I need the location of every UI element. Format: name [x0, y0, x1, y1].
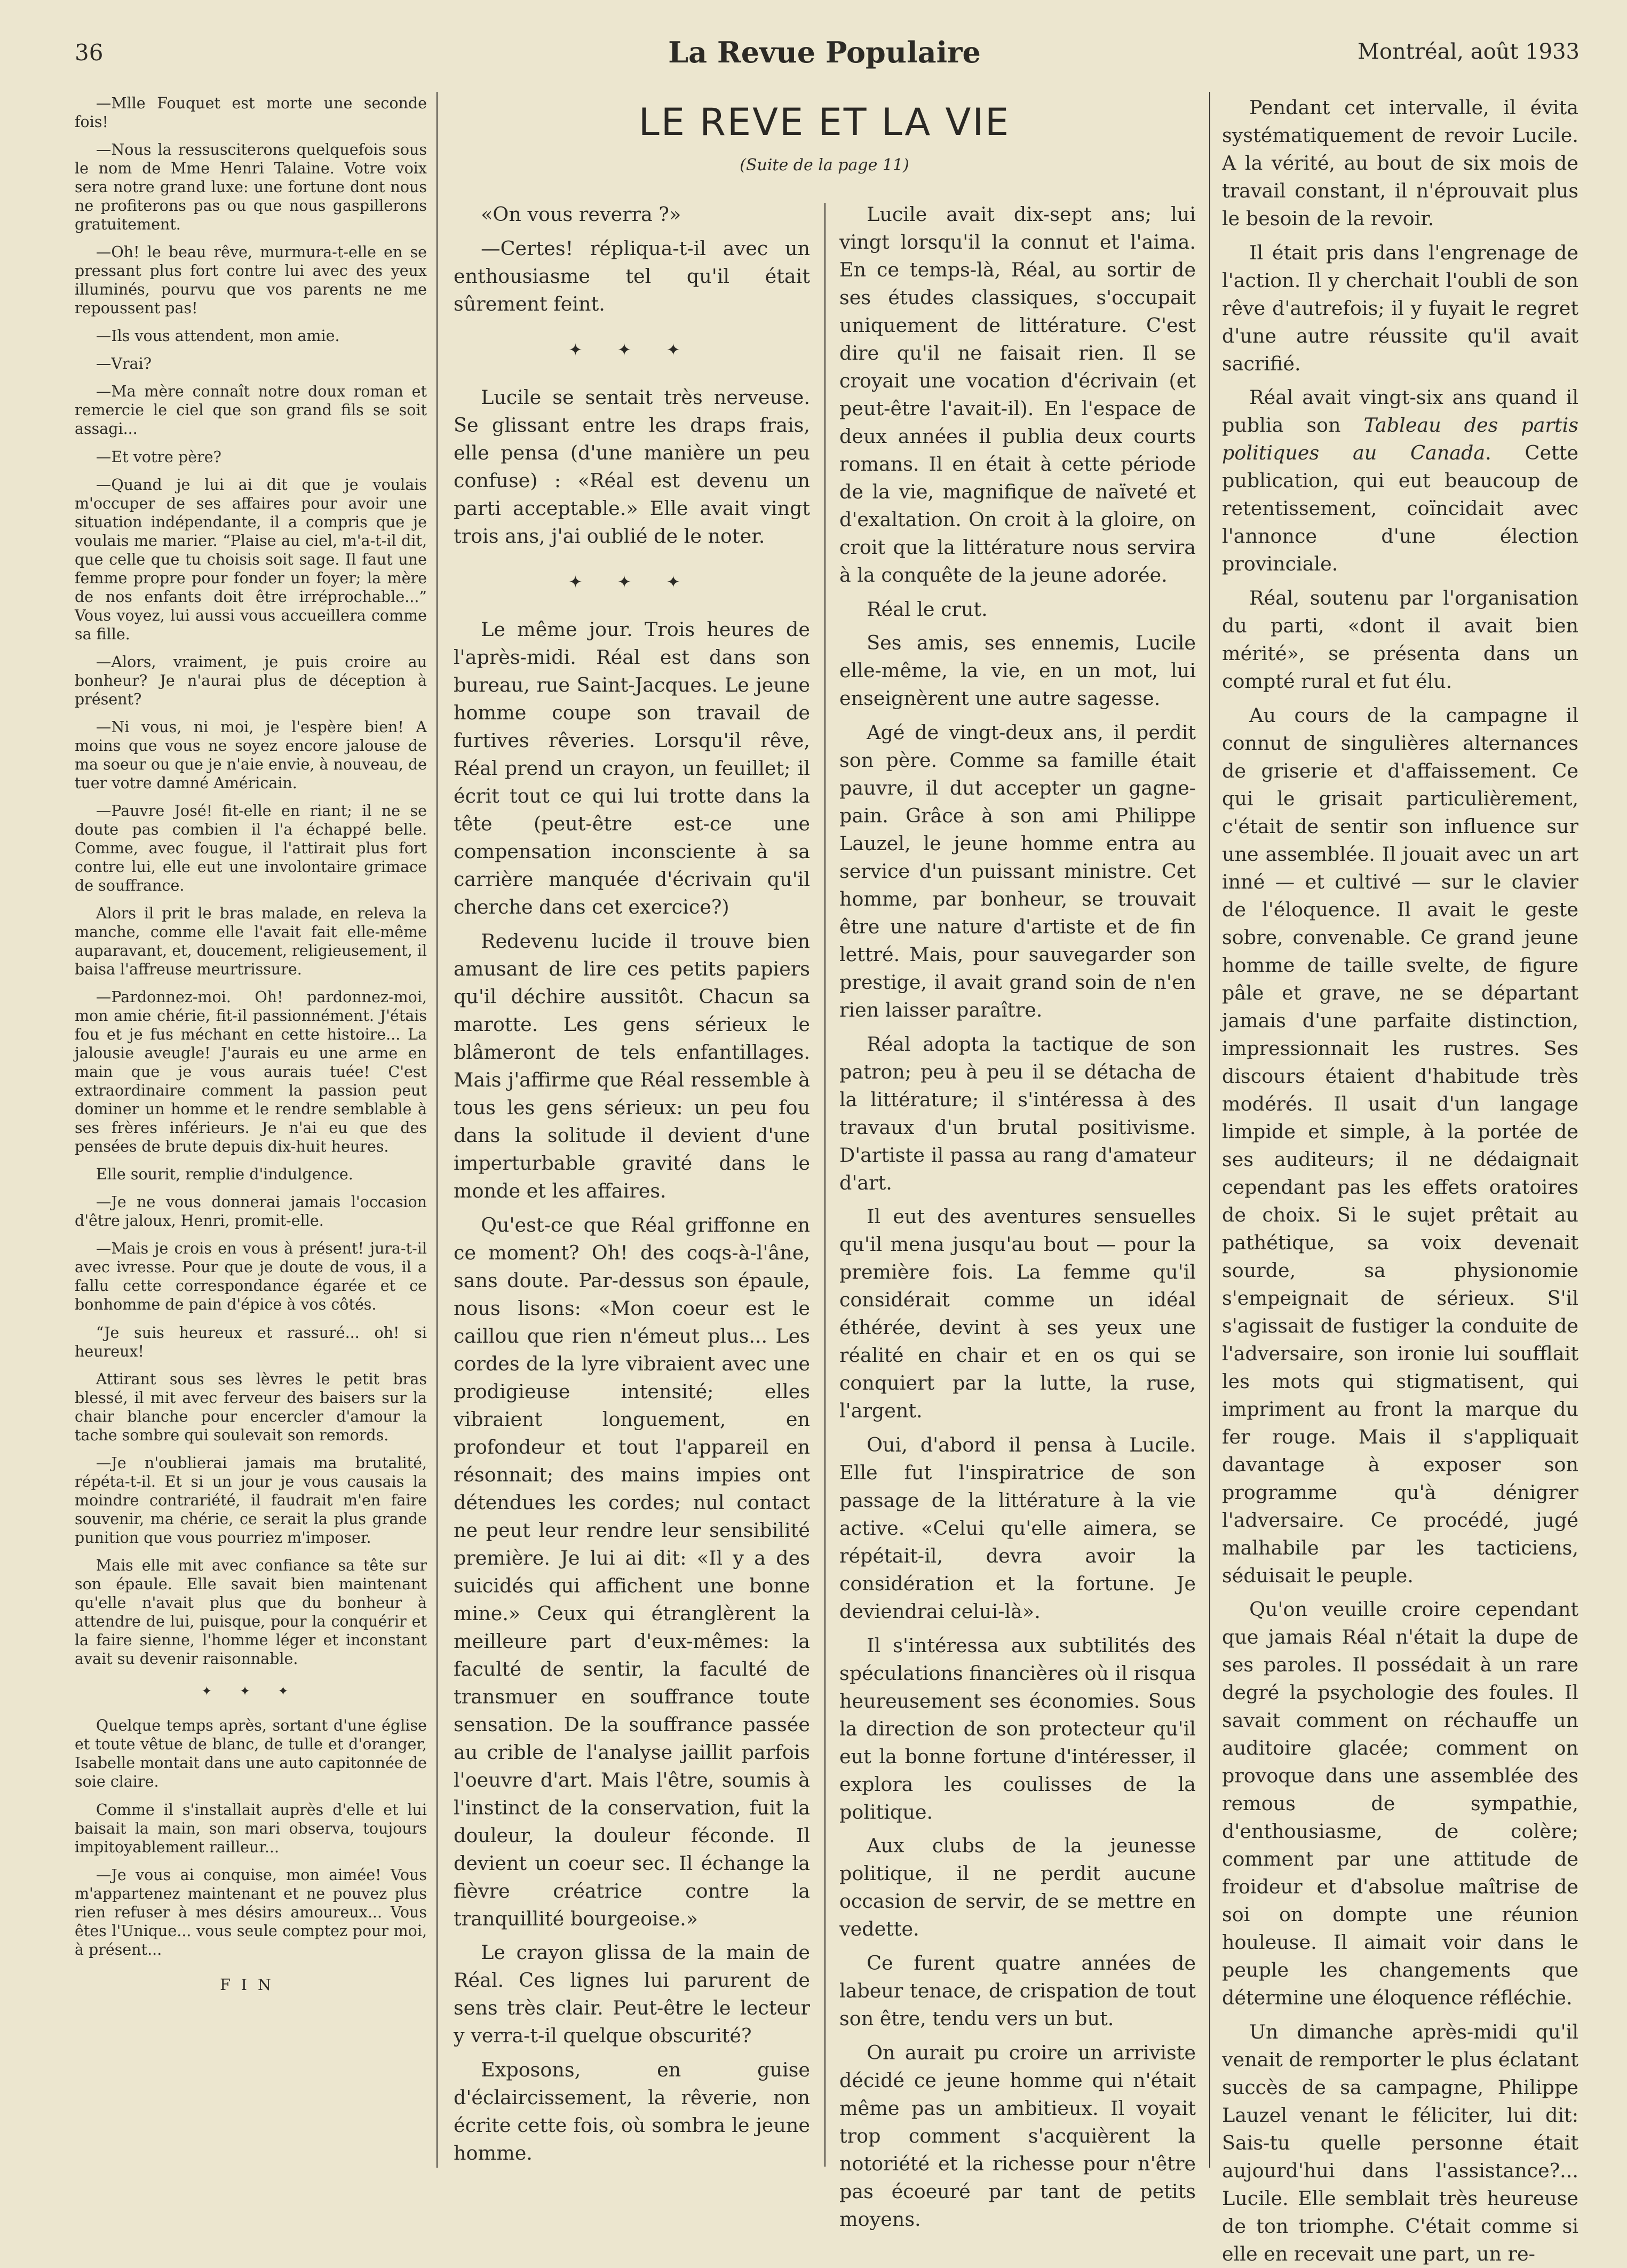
paragraph: Le même jour. Trois heures de l'après-midi. Réal est dans son bureau, rue Saint-Jacques. Le jeune homme coupe son travail de furtives rêveries. Lorsqu'il rêve, Réal prend un crayon, un feuillet; il écrit tout ce qui lui trotte dans la tête (peut-être est-ce une compensation inconsciente à sa carrière manquée d'écrivain qu'il cherche dans cet exercice?)	[454, 618, 810, 919]
paragraph: —Oh! le beau rêve, murmura-t-elle en se pressant plus fort contre lui avec des yeux illuminés, pourvu que vos parents ne me repoussent pas!	[75, 243, 427, 318]
story-end: FIN	[220, 1976, 282, 1994]
paragraph-text: Réal avait vingt-six ans quand il publia son	[1222, 386, 1578, 437]
continuation-note: (Suite de la page 11)	[740, 156, 909, 175]
paragraph: —Quand je lui ai dit que je voulais m'occuper de ses affaires pour avoir une situation indépendante, il a compris que je voulais me marier. “Plaise au ciel, m'a-t-il dit, que celle que tu choisis soit sage. Il faut une femme propre pour fonder un foyer; la mère de nos enfants doit être irréprochable...” Vous voyez, lui aussi vous accueillera comme sa fille.	[75, 475, 427, 643]
paragraph: Aux clubs de la jeunesse politique, il ne perdit aucune occasion de servir, de se mettre en vedette.	[839, 1834, 1196, 1941]
paragraph: —Certes! répliqua-t-il avec un enthousiasme tel qu'il était sûrement feint.	[454, 236, 810, 315]
paragraph: Il s'intéressa aux subtilités des spéculations financières où il risqua heureusement ses économies. Sous la direction de son protecteur qu'il eut la bonne fortune d'intéresser, il explora les coulisses de la politique.	[839, 1633, 1196, 1823]
paragraph: Ses amis, ses ennemis, Lucile elle-même, la vie, en un mot, lui enseignèrent une autre sagesse.	[839, 631, 1196, 710]
paragraph: Quelque temps après, sortant d'une église et toute vêtue de blanc, de tulle et d'oranger, Isabelle montait dans une auto capitonnée de soie claire.	[75, 1717, 427, 1791]
paragraph: Mais elle mit avec confiance sa tête sur son épaule. Elle savait bien maintenant qu'elle n'avait plus que du bonheur à attendre de lui, puisque, pour la conquérir et la faire sienne, l'homme léger et inconstant avait su devenir raisonnable.	[75, 1556, 427, 1668]
column-1	[75, 94, 427, 2154]
paragraph: Lucile avait dix-sept ans; lui vingt lorsqu'il la connut et l'aima. En ce temps-là, Réal, au sortir de ses études classiques, s'occupait uniquement de littérature. C'est dire qu'il ne faisait rien. Il se croyait une vocation d'écrivain (et peut-être l'avait-il). En l'espace de deux années il publia deux courts romans. Il en était à cette période de la vie, magnifique de naïveté et d'exaltation. On croit à la gloire, on croit que la littérature nous servira à la conquête de la jeune adorée.	[839, 203, 1196, 586]
paragraph: Exposons, en guise d'éclaircissement, la rêverie, non écrite cette fois, où sombra le jeune homme.	[454, 2058, 810, 2165]
paragraph: Attirant sous ses lèvres le petit bras blessé, il mit avec ferveur des baisers sur la chair blanche pour encercler d'amour la tache sombre qui soulevait son remords.	[75, 1370, 427, 1444]
paragraph: Oui, d'abord il pensa à Lucile. Elle fut l'inspiratrice de son passage de la littérature à la vie active. «Celui qu'elle aimera, se répétait-il, devra avoir la considération et la fortune. Je deviendrai celui-là».	[839, 1433, 1196, 1623]
paragraph: —Nous la ressusciterons quelquefois sous le nom de Mme Henri Talaine. Votre voix sera notre grand luxe: une fortune dont nous ne profiterons pas ou que nous gaspillerons gratuitement.	[75, 141, 427, 234]
paragraph: Le crayon glissa de la main de Réal. Ces lignes lui parurent de sens très clair. Peut-être le lecteur y verra-t-il quelque obscurité?	[454, 1941, 810, 2048]
column-3	[839, 201, 1196, 2231]
paragraph: Lucile se sentait très nerveuse. Se glissant entre les draps frais, elle pensa (d'une manière un peu confuse) : «Réal est devenu un parti acceptable.» Elle avait vingt trois ans, j'ai oublié de le noter.	[454, 386, 810, 548]
paragraph: Pendant cet intervalle, il évita systématiquement de revoir Lucile. A la vérité, au bout de six mois de travail constant, il n'éprouvait plus le besoin de la revoir.	[1222, 96, 1578, 230]
paragraph: Il eut des aventures sensuelles qu'il mena jusqu'au bout — pour la première fois. La femme qu'il considérait comme un idéal éthérée, devint à ses yeux une réalité en chair et en os qui se conquiert par la lutte, la ruse, l'argent.	[839, 1205, 1196, 1423]
book-title: Tableau des partis politiques au Canada	[1222, 414, 1578, 465]
paragraph: —Je ne vous donnerai jamais l'occasion d'être jaloux, Henri, promit-elle.	[75, 1193, 427, 1230]
paragraph: Elle sourit, remplie d'indulgence.	[96, 1165, 353, 1184]
page-header	[69, 35, 1580, 73]
paragraph: —Ils vous attendent, mon amie.	[96, 327, 340, 345]
column-rule	[436, 92, 438, 2168]
paragraph: —Vrai?	[96, 355, 152, 373]
section-separator: ✦ ✦ ✦	[568, 573, 695, 592]
column-rule	[1209, 92, 1210, 2168]
paragraph: Comme il s'installait auprès d'elle et lui baisait la main, son mari observa, toujours impitoyablement railleur...	[75, 1801, 427, 1856]
publication-title: La Revue Populaire	[668, 35, 981, 69]
column-4	[1222, 94, 1579, 2266]
paragraph: Qu'on veuille croire cependant que jamais Réal n'était la dupe de ses paroles. Il possédait à un rare degré la psychologie des foules. Il savait comment on réchauffe un auditoire glacée; comment on provoque dans une assemblée des remous de sympathie, d'enthousiasme, de colère; comment par une attitude de froideur et d'absolue maîtrise de soi on dompte une réunion houleuse. Il aimait voir dans le peuple les changements que détermine une éloquence réfléchie.	[1222, 1598, 1578, 2010]
paragraph: —Je n'oublierai jamais ma brutalité, répéta-t-il. Et si un jour je vous causais la moindre contrariété, il faudrait m'en faire souvenir, ma chérie, ce serait la plus grande punition que vous pourriez m'imposer.	[75, 1454, 427, 1547]
paragraph: —Mais je crois en vous à présent! jura-t-il avec ivresse. Pour que je doute de vous, il a fallu cette correspondance égarée et ce bonhomme de pain d'épice à vos côtés.	[75, 1240, 427, 1314]
paragraph: Réal, soutenu par l'organisation du parti, «dont il avait bien mérité», se présenta dans un compté rural et fut élu.	[1222, 586, 1578, 693]
paragraph: Un dimanche après-midi qu'il venait de remporter le plus éclatant succès de sa campagne, Philippe Lauzel venant le féliciter, lui dit: Sais-tu quelle personne était aujourd'hui dans l'assistance?... Lucile. Elle semblait très heureuse de ton triomphe. C'était comme si elle en recevait une part, un re-	[1222, 2020, 1578, 2266]
paragraph: —Ma mère connaît notre doux roman et remercie le ciel que son grand fils se soit assagi...	[75, 383, 427, 438]
paragraph: Au cours de la campagne il connut de singulières alternances de griserie et d'affaissement. Ce qui le grisait particulièrement, c'était de sentir son influence sur une assemblée. Il jouait avec un art inné — et cultivé — sur le clavier de l'éloquence. Il avait le geste sobre, convenable. Ce grand jeune homme de taille svelte, de figure pâle et grave, ne se départant jamais d'une parfaite distinction, impressionnait les rustres. Ses discours étaient d'habitude très modérés. Il usait d'un langage limpide et simple, à la portée de ses auditeurs; il ne dédaignait cependant pas les effets oratoires de choix. Si le sujet prêtait au pathétique, sa voix devenait sourde, sa physionomie s'empeignait de sérieux. S'il s'agissait de fustiger la conduite de l'adversaire, son ironie lui soufflait les mots qui stigmatisent, qui impriment au front la marque du fer rouge. Mais il s'appliquait davantage à exposer son programme qu'à dénigrer l'adversaire. Ce procédé, jugé malhabile par les tacticiens, séduisait le peuple.	[1222, 703, 1578, 1587]
paragraph: Réal le crut.	[867, 597, 988, 621]
column-rule	[824, 203, 826, 2167]
section-separator: ✦ ✦ ✦	[201, 1684, 300, 1699]
paragraph: —Alors, vraiment, je puis croire au bonheur? Je n'aurai plus de déception à présent?	[75, 653, 427, 708]
paragraph: —Je vous ai conquise, mon aimée! Vous m'appartenez maintenant et ne pouvez plus rien refuser à mes désirs amoureux... Vous êtes l'Unique... vous seule comptez pour moi, à présent...	[75, 1866, 427, 1958]
paragraph: —Et votre père?	[96, 448, 221, 466]
paragraph: Réal adopta la tactique de son patron; peu à peu il se détacha de la littérature; il s'intéressa à des travaux d'un brutal positivisme. D'artiste il passa au rang d'amateur d'art.	[839, 1032, 1196, 1194]
column-2	[454, 201, 810, 2165]
paragraph: Il était pris dans l'engrenage de l'action. Il y cherchait l'oubli de son rêve d'autrefois; il y fuyait le regret d'une autre réussite qu'il avait sacrifié.	[1222, 241, 1578, 375]
section-separator: ✦ ✦ ✦	[568, 340, 695, 360]
dateline: Montréal, août 1933	[1357, 39, 1580, 64]
paragraph: «On vous reverra ?»	[481, 203, 681, 226]
page-number: 36	[75, 39, 104, 66]
paragraph	[1222, 384, 1578, 578]
paragraph-text: . Cette publication, qui eut beaucoup de retentissement, coïncidait avec l'annonce d'une élection provinciale.	[1222, 441, 1579, 576]
paragraph: Ce furent quatre années de labeur tenace, de crispation de tout son être, tendu vers un but.	[839, 1952, 1196, 2031]
paragraph: —Mlle Fouquet est morte une seconde fois!	[75, 94, 427, 131]
paragraph: Redevenu lucide il trouve bien amusant de lire ces petits papiers qu'il déchire aussitôt. Chacun sa marotte. Les gens sérieux le blâmeront de tels enfantillages. Mais j'affirme que Réal ressemble à tous les gens sérieux: un peu fou dans la solitude il devient d'une imperturbable gravité dans le monde et les affaires.	[454, 930, 810, 1203]
paragraph: “Je suis heureux et rassuré... oh! si heureux!	[75, 1323, 427, 1360]
paragraph: Alors il prit le bras malade, en releva la manche, comme elle l'avait fait elle-même auparavant, et, doucement, religieusement, il baisa l'affreuse meurtrissure.	[75, 905, 427, 979]
story-title: LE REVE ET LA VIE	[638, 100, 1011, 144]
paragraph: —Ni vous, ni moi, je l'espère bien! A moins que vous ne soyez encore jalouse de ma soeur ou que je n'aie envie, à nouveau, de tuer votre damné Américain.	[75, 718, 427, 792]
paragraph: Qu'est-ce que Réal griffonne en ce moment? Oh! des coqs-à-l'âne, sans doute. Par-dessus son épaule, nous lisons: «Mon coeur est le caillou que rien n'émeut plus... Les cordes de la lyre vibraient avec une prodigieuse intensité; elles vibraient longuement, en profondeur et tout l'appareil en résonnait; des mains impies ont détendues les cordes; nul contact ne peut leur rendre leur sensibilité première. Je lui ai dit: «Il y a des suicidés qui affichent une bonne mine.» Ceux qui étranglèrent la meilleure part d'eux-mêmes: la faculté de sentir, la faculté de transmuer en souffrance toute sensation. De la souffrance passée au crible de l'analyse jaillit parfois l'oeuvre d'art. Mais l'être, soumis à l'instinct de la conservation, fuit la douleur, la douleur féconde. Il devient un coeur sec. Il échange la fièvre créatrice contre la tranquillité bourgeoise.»	[454, 1213, 810, 1930]
paragraph: —Pauvre José! fit-elle en riant; il ne se doute pas combien il l'a échappé belle. Comme, avec fougue, il l'attirait plus fort contre lui, elle eut une involontaire grimace de souffrance.	[75, 802, 427, 894]
paragraph: On aurait pu croire un arriviste décidé ce jeune homme qui n'était même pas un ambitieux. Il voyait trop comment s'acquièrent la notoriété et la richesse pour n'être pas écoeuré par tant de petits moyens.	[839, 2041, 1196, 2231]
paragraph: Agé de vingt-deux ans, il perdit son père. Comme sa famille était pauvre, il dut accepter un gagne-pain. Grâce à son ami Philippe Lauzel, le jeune homme entra au service d'un puissant ministre. Cet homme, par bonheur, se trouvait être une nature d'artiste et de fin lettré. Mais, pour sauvegarder son prestige, il avait grand soin de n'en rien laisser paraître.	[839, 721, 1196, 1022]
paragraph: —Pardonnez-moi. Oh! pardonnez-moi, mon amie chérie, fit-il passionnément. J'étais fou et je fus méchant en cette histoire... La jalousie aveugle! J'aurais eu une arme en main que je vous aurais tuée! C'est extraordinaire comment la passion peut dominer un homme et le rendre semblable à ses frères inférieurs. Je n'ai eu que des pensées de brute depuis dix-huit heures.	[75, 988, 427, 1156]
